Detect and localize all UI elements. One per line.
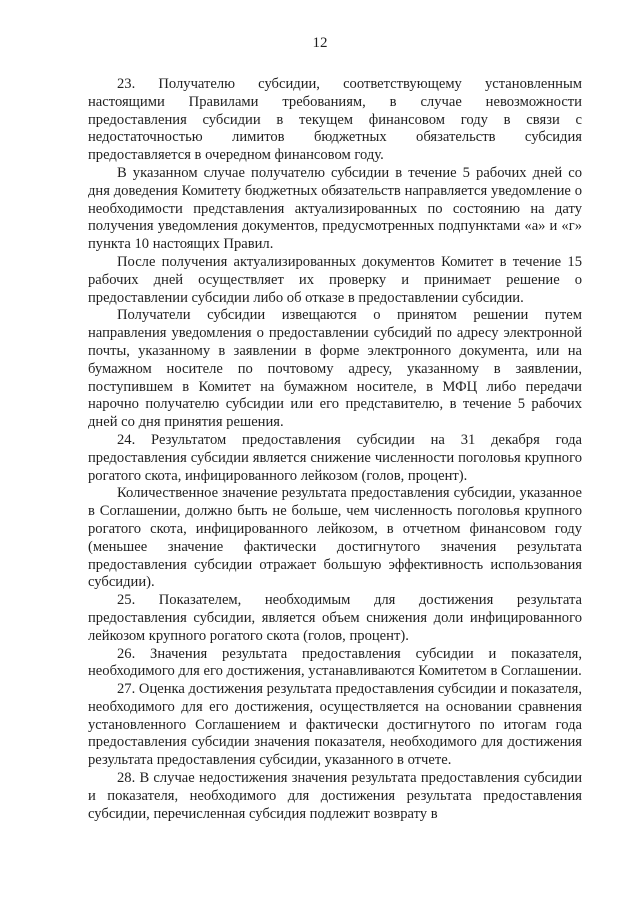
page-number: 12 bbox=[312, 35, 328, 51]
paragraph-28: 28. В случае недостижения значения результата предоставления субсидии и показателя, необходимого для достижения результата предоставления субсидии, перечисленная субсидия подлежит возврату в bbox=[88, 770, 582, 822]
document-body bbox=[88, 76, 582, 823]
paragraph-23-review: После получения актуализированных документов Комитет в течение 15 рабочих дней осуществляет их проверку и принимает решение о предоставлении субсидии либо об отказе в предоставлении субсидии. bbox=[88, 253, 582, 306]
paragraph-24-quantitative-value: Количественное значение результата предоставления субсидии, указанное в Соглашении, должно быть не больше, чем численность поголовья крупного рогатого скота, инфицированного лейкозом, в отчетном финансовом году (меньшее значение фактически достигнутого значения результата предоставления субсидии отражает большую эффективность использования субсидии). bbox=[88, 485, 582, 591]
paragraph-24: 24. Результатом предоставления субсидии на 31 декабря года предоставления субсидии является снижение численности поголовья крупного рогатого скота, инфицированного лейкозом (голов, процент). bbox=[88, 431, 582, 484]
paragraph-23: 23. Получателю субсидии, соответствующему установленным настоящими Правилами требованиям, в случае невозможности предоставления субсидии в текущем финансовом году в связи с недостаточностью лимитов бюджетных обязательств субсидия предоставляется в очередном финансовом году. bbox=[88, 76, 582, 164]
paragraph-26: 26. Значения результата предоставления субсидии и показателя, необходимого для его достижения, устанавливаются Комитетом в Соглашении. bbox=[88, 645, 582, 680]
paragraph-27: 27. Оценка достижения результата предоставления субсидии и показателя, необходимого для его достижения, осуществляется на основании сравнения установленного Соглашением и фактически достигнутого по итогам года предоставления субсидии значения показателя, необходимого для достижения результата предоставления субсидии, указанного в отчете. bbox=[88, 681, 582, 769]
paragraph-23-notification: В указанном случае получателю субсидии в течение 5 рабочих дней со дня доведения Комитету бюджетных обязательств направляется уведомление о необходимости представления актуализированных по состоянию на дату получения уведомления документов, предусмотренных подпунктами «а» и «г» пункта 10 настоящих Правил. bbox=[88, 164, 582, 253]
paragraph-25: 25. Показателем, необходимым для достижения результата предоставления субсидии, является объем снижения доли инфицированного лейкозом крупного рогатого скота (голов, процент). bbox=[88, 592, 582, 644]
paragraph-23-decision-notice: Получатели субсидии извещаются о принятом решении путем направления уведомления о предоставлении субсидий по адресу электронной почты, указанному в заявлении в форме электронного документа, или на бумажном носителе по почтовому адресу, указанному в заявлении, поступившем в Комитет на бумажном носителе, в МФЦ либо передачи нарочно получателю субсидии или его представителю, в течение 5 рабочих дней со дня принятия решения. bbox=[88, 307, 582, 431]
